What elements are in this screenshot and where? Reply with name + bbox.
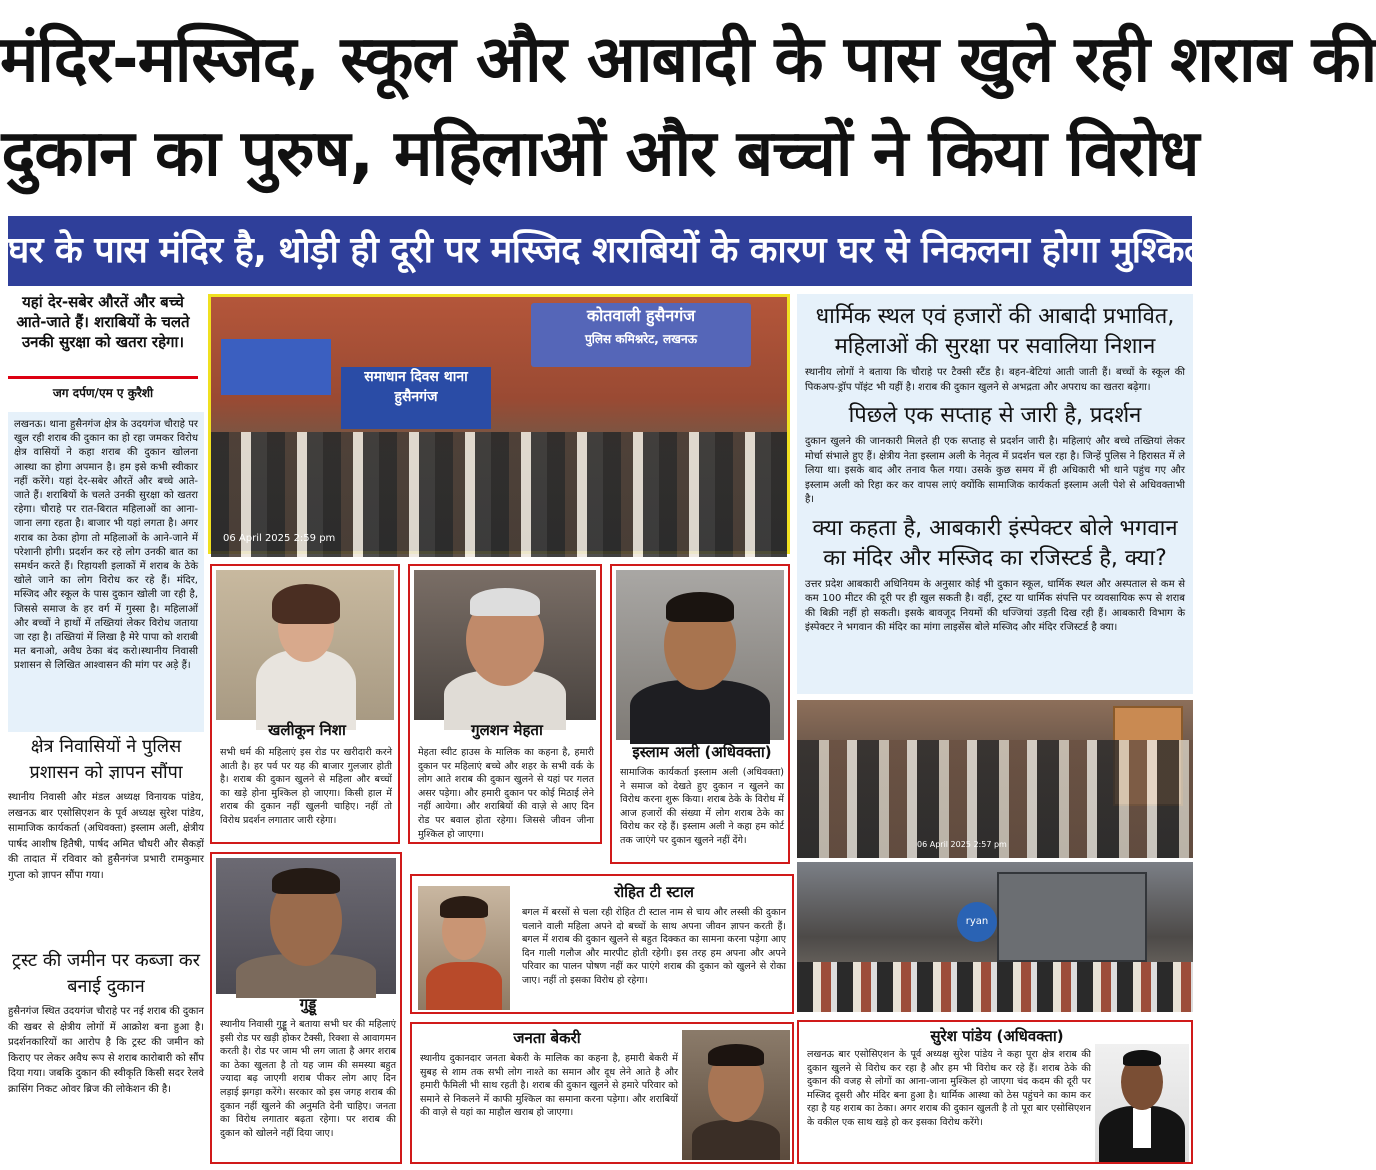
quote-box-khalikun [210, 564, 400, 844]
portrait-rohit [418, 886, 510, 1010]
quote-box-suresh [797, 1020, 1193, 1164]
right-heading-3: क्या कहता है, आबकारी इंस्पेक्टर बोले भगवान का मंदिर और मस्जिद का रजिस्टर्ड है, क्या? [812, 515, 1178, 571]
section-body-trust-land: हुसैनगंज स्थित उदयगंज चौराहे पर नई शराब की दुकान की खबर से क्षेत्रीय लोगों में आक्रोश बना हुआ है। प्रदर्शनकारियों का आरोप है कि ट्रस्ट की जमीन को किराए पर लेकर अवैध रूप से शराब कारोबारी को सौंप दिया गया। जबकि दुकान की स्वीकृति किसी सदर रेलवे क्रासिंग निकट ओवर ब्रिज की लोकेशन की है। [8, 1006, 204, 1095]
text-khalikun: सभी धर्म की महिलाएं इस रोड पर खरीदारी करने आती है। हर पर्व पर यह की बाजार गुलजार होती है। शराब की दुकान खुलने से महिला और बच्चों का खड़े होना मुश्किल हो जाएगा। किसी हाल में शराब की दुकान नहीं खुलनी चाहिए। नहीं तो विरोध प्रदर्शन लगातार जारी रहेगा। [220, 747, 392, 826]
text-gulshan: मेहता स्वीट हाउस के मालिक का कहना है, हमारी दुकान पर महिलाएं बच्चे और शहर के सभी वर्क के लोग आते शराब की दुकान खुलने से यहां पर गलत असर पड़ेगा। और हमारी दुकान पर कोई मिठाई लेने नहीं आयेगा। और शराबियों की वाज़े से आए दिन रोड पर बवाल होता रहेगा। जिससे जीवन जीना मुश्किल हो जाएगा। [418, 747, 594, 840]
headline-line-1: मंदिर-मस्जिद, स्कूल और आबादी के पास खुले रही शराब की [0, 23, 1376, 97]
sign-title: कोतवाली हुसैनगंज [586, 306, 696, 325]
section-body-memorandum: स्थानीय निवासी और मंडल अध्यक्ष विनायक पांडेय, लखनऊ बार एसोसिएशन के पूर्व अध्यक्ष सुरेश पांडेय, सामाजिक कार्यकर्ता (अधिवक्ता) इस्लाम अली, क्षेत्रीय पार्षद आशीष हितैषी, पार्षद अमित चौधरी और सैकड़ों की तादात में रविवार को हुसैनगंज प्रभारी रामकुमार गुप्ता को ज्ञापन सौंपा गया। [8, 792, 204, 881]
name-janta: जनता बेकरी [513, 1029, 581, 1047]
portrait-islam [616, 570, 784, 740]
right-heading-2: पिछले एक सप्ताह से जारी है, प्रदर्शन [848, 403, 1142, 428]
right-info-box [797, 294, 1193, 694]
headline-line-2: दुकान का पुरुष, महिलाओं और बच्चों ने किया विरोध [1, 117, 1199, 191]
protesters [797, 962, 1193, 1012]
sign-subtitle: पुलिस कमिश्नरेट, लखनऊ [584, 332, 698, 346]
quote-box-rohit [410, 874, 794, 1014]
lead-story: लखनऊ। थाना हुसैनगंज क्षेत्र के उदयगंज चौराहे पर खुल रही शराब की दुकान का हो रहा जमकर विरोध क्षेत्र वासियों ने कहा शराब की दुकान खोलना आस्था का होगा अपमान है। हम इसे कभी स्वीकार नहीं करेंगे। यहां देर-सबेर औरतें और बच्चे आते-जाते हैं। शराबियों के चलते उनकी सुरक्षा को खतरा रहेगा। चौराहे पर रात-बिरात महिलाओं का आना-जाना लगा रहता है। बाजार भी यहां लगता है। अगर शराब का ठेका होगा तो महिलाओं के आने-जाने में परेशानी होगी। प्रदर्शन कर रहे लोग उनकी बात का समर्थन करते हैं। रिहायशी इलाकों में शराब के ठेके खोले जाने का लोग विरोध कर रहे हैं। मंदिर, मस्जिद और स्कूल के पास दुकान खोली जा रही है, जिससे समाज के हर वर्ग में गुस्सा है। महिलाओं और बच्चों ने हाथों में तख्तियां लेकर विरोध जताया जा रहा है। तख्तियां में लिखा है मेरे पापा को शराबी मत बनाओ, अवैध ठेका बंद करो।स्थानीय निवासी प्रशासन से लिखित आश्वासन की मांग पर अड़े हैं। [8, 412, 204, 732]
quote-box-islam [610, 564, 790, 864]
subheadline-text: घर के पास मंदिर है, थोड़ी ही दूरी पर मस्जिद शराबियों के कारण घर से निकलना होगा मुश्किल [8, 230, 1208, 271]
subheadline-bar [8, 216, 1208, 286]
right-body-3: उत्तर प्रदेश आबकारी अधिनियम के अनुसार कोई भी दुकान स्कूल, धार्मिक स्थल और अस्पताल से कम से कम 100 मीटर की दूरी पर ही खुल सकती है। वहीं, ट्रस्ट या धार्मिक संपत्ति पर व्यवसायिक रूप से शराब की बिक्री नहीं हो सकती। इसके बावजूद नियमों की धज्जियां उड़ती दिख रही हैं। आबकारी विभाग के इंस्पेक्टर ने भगवान की मंदिर का मांगा लाइसेंस बोले मस्जिद और मंदिर रजिस्टर्ड है क्या। [805, 578, 1185, 633]
name-guddu: गुड्डू [299, 995, 317, 1013]
text-islam: सामाजिक कार्यकर्ता इस्लाम अली (अधिवक्ता) ने समाज को देखते हुए दुकान न खुलने का विरोध करना शुरू किया। शराब ठेके के विरोध में आज हजारों की संख्या में लोग शराब ठेके का विरोध कर रहे हैं। इस्लाम अली ने कहा हम कोर्ट तक जाएंगे पर दुकान खुलने नहीं देंगे। [620, 767, 784, 846]
portrait-guddu [216, 858, 396, 994]
photo-timestamp-2: 06 April 2025 2:57 pm [917, 840, 1007, 849]
right-heading-1: धार्मिक स्थल एवं हजारों की आबादी प्रभावित, महिलाओं की सुरक्षा पर सवालिया निशान [815, 304, 1175, 359]
text-guddu: स्थानीय निवासी गुड्डू ने बताया सभी घर की महिलाएं इसी रोड पर खड़ी होकर टैक्सी, रिक्शा से आवागमन करती है। रोड पर जाम भी लग जाता है अगर शराब का ठेका खुलता है तो यह जाम की समस्या बहुत ज्यादा बढ़ जाएगी शराब पीकर लोग आए दिन लड़ाई झगड़ा करेंगे। सरकार को इस जगह शराब की दुकान नहीं खुलने की अनुमति देनी चाहिए। जनता का विरोध लगातार बढ़ता रहेगा। पर शराब की दुकान को खोलने नहीं दिया जाए। [220, 1019, 396, 1139]
street-protest-photo [797, 862, 1193, 1012]
text-rohit: बगल में बरसों से चला रही रोहित टी स्टाल नाम से चाय और लस्सी की दुकान चलाने वाली महिला अपने दो बच्चों के साथ अपना जीवन ज्ञापन करती हैं। बगल में शराब की दुकान खुलने से बहुत दिक्कत का सामना करना पड़ेगा आए दिन गाली गलौज और मारपीट होती रहेगी। इस तरह हम अपना और अपने परिवार का पालन पोषण नहीं कर पाएंगे शराब की दुकान को खुलने से रोका जाए। नहीं तो इसका विरोध हो रहेगा। [522, 907, 786, 986]
name-khalikun: खलीकून निशा [268, 721, 346, 739]
shop-logo: ryan [957, 902, 997, 942]
text-suresh: लखनऊ बार एसोसिएशन के पूर्व अध्यक्ष सुरेश पांडेय ने कहा पूरा क्षेत्र शराब की दुकान खुलने से विरोध कर रहा है और हम भी विरोध कर रहे हैं। शराब ठेके की दुकान की वजह से लोगों का आना-जाना मुश्किल हो जाएगा चंद कदम की दूरी पर मस्जिद दूसरी और मंदिर बना हुआ है। धार्मिक आस्था को ठेस पहुंचने का काम कर रहा है यह शराब का ठेका। अगर शराब की दुकान खुलती है तो पूरा बार एसोसिएशन के वकील एक साथ खड़े हो कर इसका विरोध करेंगे। [807, 1049, 1091, 1128]
main-headline [0, 0, 1376, 212]
section-heading-memorandum: क्षेत्र निवासियों ने पुलिस प्रशासन को ज्ञापन सौंपा [29, 736, 183, 783]
section-heading-trust-land: ट्रस्ट की जमीन पर कब्जा कर बनाई दुकान [11, 950, 201, 997]
name-gulshan: गुलशन मेहता [471, 721, 543, 739]
byline: जग दर्पण/एम ए कुरैशी [52, 386, 154, 400]
samadhan-banner: समाधान दिवस थाना हुसैनगंज [341, 367, 491, 429]
main-photo [208, 294, 790, 554]
quote-box-janta [410, 1022, 794, 1164]
text-janta: स्थानीय दुकानदार जनता बेकरी के मालिक का कहना है, हमारी बेकरी में सुबह से शाम तक सभी लोग नाश्ते का समान और दूध लेने आते है और हमारी फैमिली भी साथ रहती है। शराब की दुकान खुलने से हमारे परिवार को समाने से निकलने में काफी मुश्किल का समाना करना पड़ेगा। और शराबियों की वाज़े से यहां का माहौल खराब हो जाएगा। [420, 1053, 678, 1119]
photo-timestamp: 06 April 2025 2:59 pm [223, 533, 336, 544]
quote-box-guddu [210, 852, 402, 1164]
meeting-photo [797, 700, 1193, 858]
pull-quote: यहां देर-सबेर औरतें और बच्चे आते-जाते हैं। शराबियों के चलते उनकी सुरक्षा को खतरा रहेगा। [16, 293, 190, 351]
right-body-1: स्थानीय लोगों ने बताया कि चौराहे पर टैक्सी स्टैंड है। बहन-बेटियां आती जाती हैं। बच्चों के स्कूल की पिकअप-ड्रॉप पॉइंट भी यहीं है। शराब की दुकान खुलने से अभद्रता और अपराध का खतरा बढ़ेगा। [805, 367, 1185, 393]
portrait-janta [682, 1030, 790, 1160]
name-rohit: रोहित टी स्टाल [614, 883, 694, 901]
portrait-khalikun [216, 570, 394, 720]
shop-shutter [997, 872, 1147, 962]
police-station-sign [531, 303, 751, 367]
portrait-suresh [1095, 1044, 1189, 1162]
portrait-gulshan [414, 570, 596, 720]
quote-box-gulshan [408, 564, 602, 844]
name-suresh: सुरेश पांडेय (अधिवक्ता) [930, 1027, 1064, 1045]
poster [221, 339, 331, 395]
right-body-2: दुकान खुलने की जानकारी मिलते ही एक सप्ताह से प्रदर्शन जारी है। महिलाएं और बच्चे तख्तियां लेकर मोर्चा संभाले हुए हैं। क्षेत्रीय नेता इस्लाम अली के नेतृत्व में प्रदर्शन चल रहा है। जिन्हें पुलिस ने हिरासत में ले लिया था। इसके बाद और तनाव फैल गया। उसके कुछ समय में ही अधिकारी भी थाने पहुंच गए और इस्लाम अली को रिहा कर कर वापस लाएं क्योंकि सामाजिक कार्यकर्ता इस्लाम अली पेशे से अधिवक्ताभी है। [805, 436, 1185, 505]
name-islam: इस्लाम अली (अधिवक्ता) [632, 743, 772, 761]
divider [8, 376, 198, 379]
